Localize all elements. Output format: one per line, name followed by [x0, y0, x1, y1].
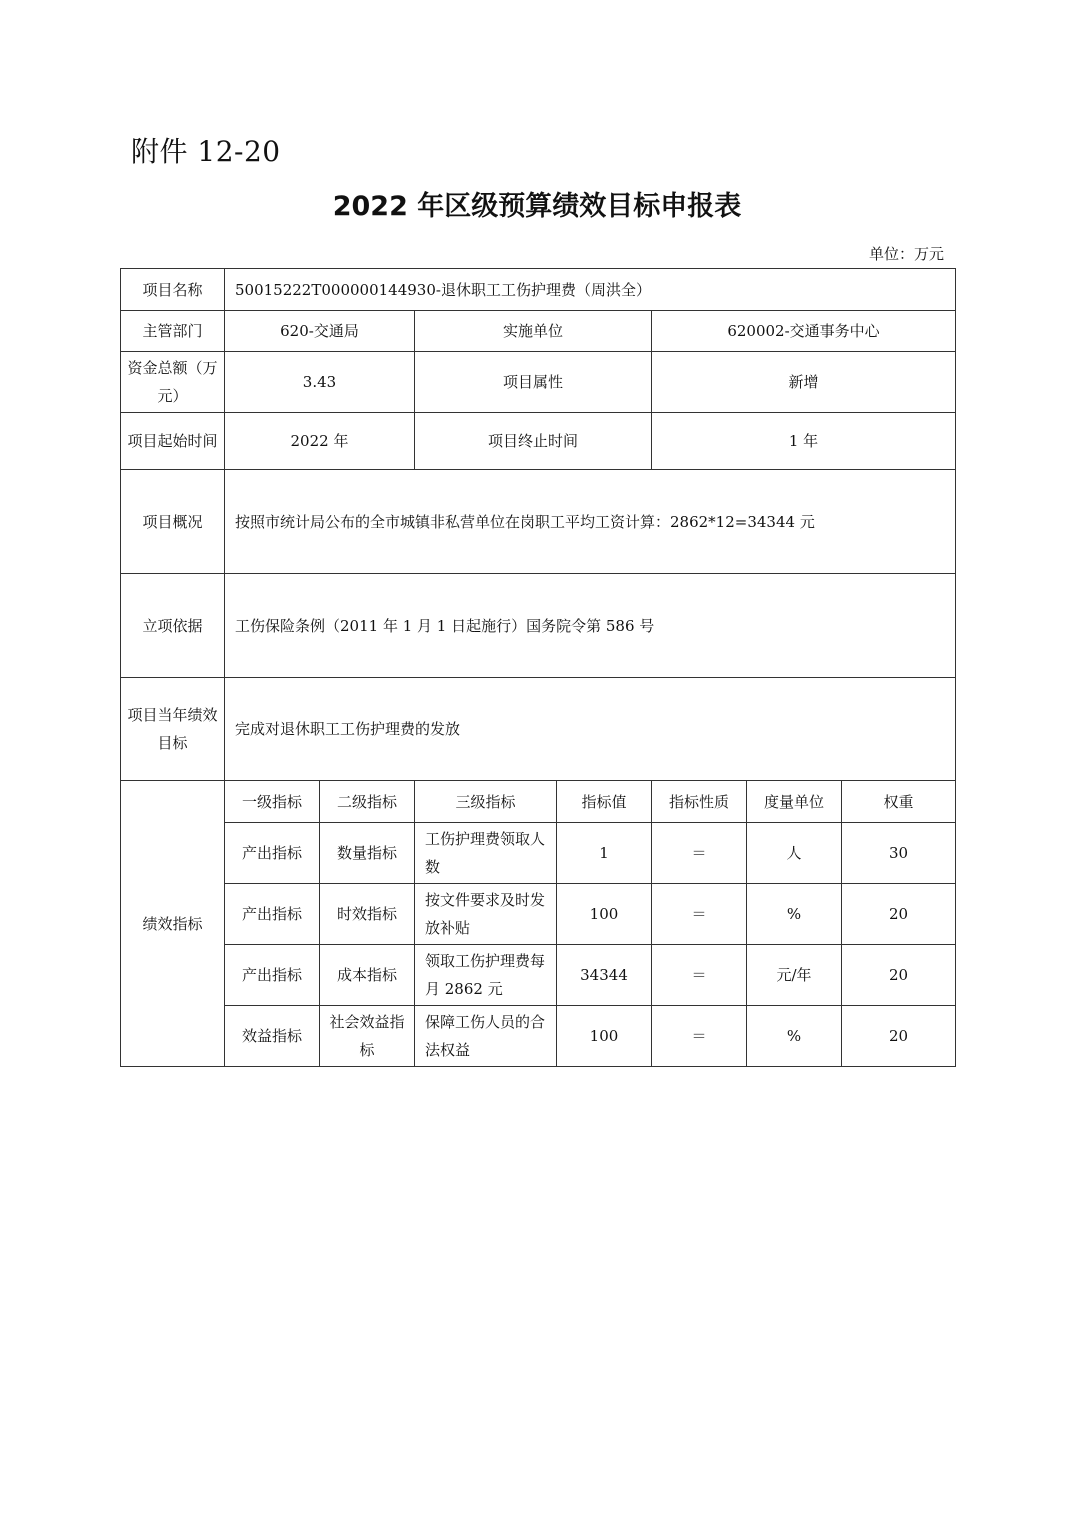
end-value: 1 年 [652, 413, 956, 470]
level3-cell: 工伤护理费领取人数 [415, 823, 557, 884]
perf-header: 权重 [842, 781, 956, 823]
weight-cell: 20 [842, 884, 956, 945]
perf-row [121, 884, 956, 945]
perf-header: 二级指标 [320, 781, 415, 823]
level3-cell: 保障工伤人员的合法权益 [415, 1006, 557, 1067]
level2-cell: 数量指标 [320, 823, 415, 884]
unit-label: 单位：万元 [868, 245, 944, 263]
attr-value: 新增 [652, 352, 956, 413]
perf-label: 绩效指标 [121, 781, 225, 1067]
weight-cell: 30 [842, 823, 956, 884]
value-cell: 1 [557, 823, 652, 884]
level1-cell: 产出指标 [225, 823, 320, 884]
level2-cell: 时效指标 [320, 884, 415, 945]
nature-cell: ＝ [652, 945, 747, 1006]
level2-cell: 成本指标 [320, 945, 415, 1006]
level1-cell: 效益指标 [225, 1006, 320, 1067]
level1-cell: 产出指标 [225, 884, 320, 945]
attachment-number: 附件 12-20 [131, 135, 281, 168]
overview-label: 项目概况 [121, 470, 225, 574]
attr-label: 项目属性 [415, 352, 652, 413]
perf-header: 度量单位 [747, 781, 842, 823]
budget-performance-table [120, 268, 956, 1067]
unit-cell: % [747, 884, 842, 945]
goal-label: 项目当年绩效目标 [121, 678, 225, 781]
perf-row [121, 1006, 956, 1067]
weight-cell: 20 [842, 945, 956, 1006]
perf-row [121, 823, 956, 884]
weight-cell: 20 [842, 1006, 956, 1067]
perf-header: 指标值 [557, 781, 652, 823]
basis-label: 立项依据 [121, 574, 225, 678]
dept-label: 主管部门 [121, 311, 225, 352]
value-cell: 34344 [557, 945, 652, 1006]
start-label: 项目起始时间 [121, 413, 225, 470]
nature-cell: ＝ [652, 884, 747, 945]
level1-cell: 产出指标 [225, 945, 320, 1006]
perf-row [121, 945, 956, 1006]
level2-cell: 社会效益指标 [320, 1006, 415, 1067]
nature-cell: ＝ [652, 1006, 747, 1067]
impl-label: 实施单位 [415, 311, 652, 352]
goal-value: 完成对退休职工工伤护理费的发放 [225, 678, 956, 781]
unit-cell: 元/年 [747, 945, 842, 1006]
start-value: 2022 年 [225, 413, 415, 470]
fund-value: 3.43 [225, 352, 415, 413]
unit-cell: 人 [747, 823, 842, 884]
basis-value: 工伤保险条例（2011 年 1 月 1 日起施行）国务院令第 586 号 [225, 574, 956, 678]
project-name-value: 50015222T000000144930-退休职工工伤护理费（周洪全） [225, 269, 956, 311]
level3-cell: 领取工伤护理费每月 2862 元 [415, 945, 557, 1006]
value-cell: 100 [557, 884, 652, 945]
project-name-label: 项目名称 [121, 269, 225, 311]
overview-value: 按照市统计局公布的全市城镇非私营单位在岗职工平均工资计算：2862*12=34344 元 [225, 470, 956, 574]
perf-header: 一级指标 [225, 781, 320, 823]
nature-cell: ＝ [652, 823, 747, 884]
unit-cell: % [747, 1006, 842, 1067]
fund-label: 资金总额（万元） [121, 352, 225, 413]
impl-value: 620002-交通事务中心 [652, 311, 956, 352]
dept-value: 620-交通局 [225, 311, 415, 352]
value-cell: 100 [557, 1006, 652, 1067]
level3-cell: 按文件要求及时发放补贴 [415, 884, 557, 945]
end-label: 项目终止时间 [415, 413, 652, 470]
document-title: 2022 年区级预算绩效目标申报表 [332, 191, 742, 222]
perf-header: 指标性质 [652, 781, 747, 823]
perf-header: 三级指标 [415, 781, 557, 823]
